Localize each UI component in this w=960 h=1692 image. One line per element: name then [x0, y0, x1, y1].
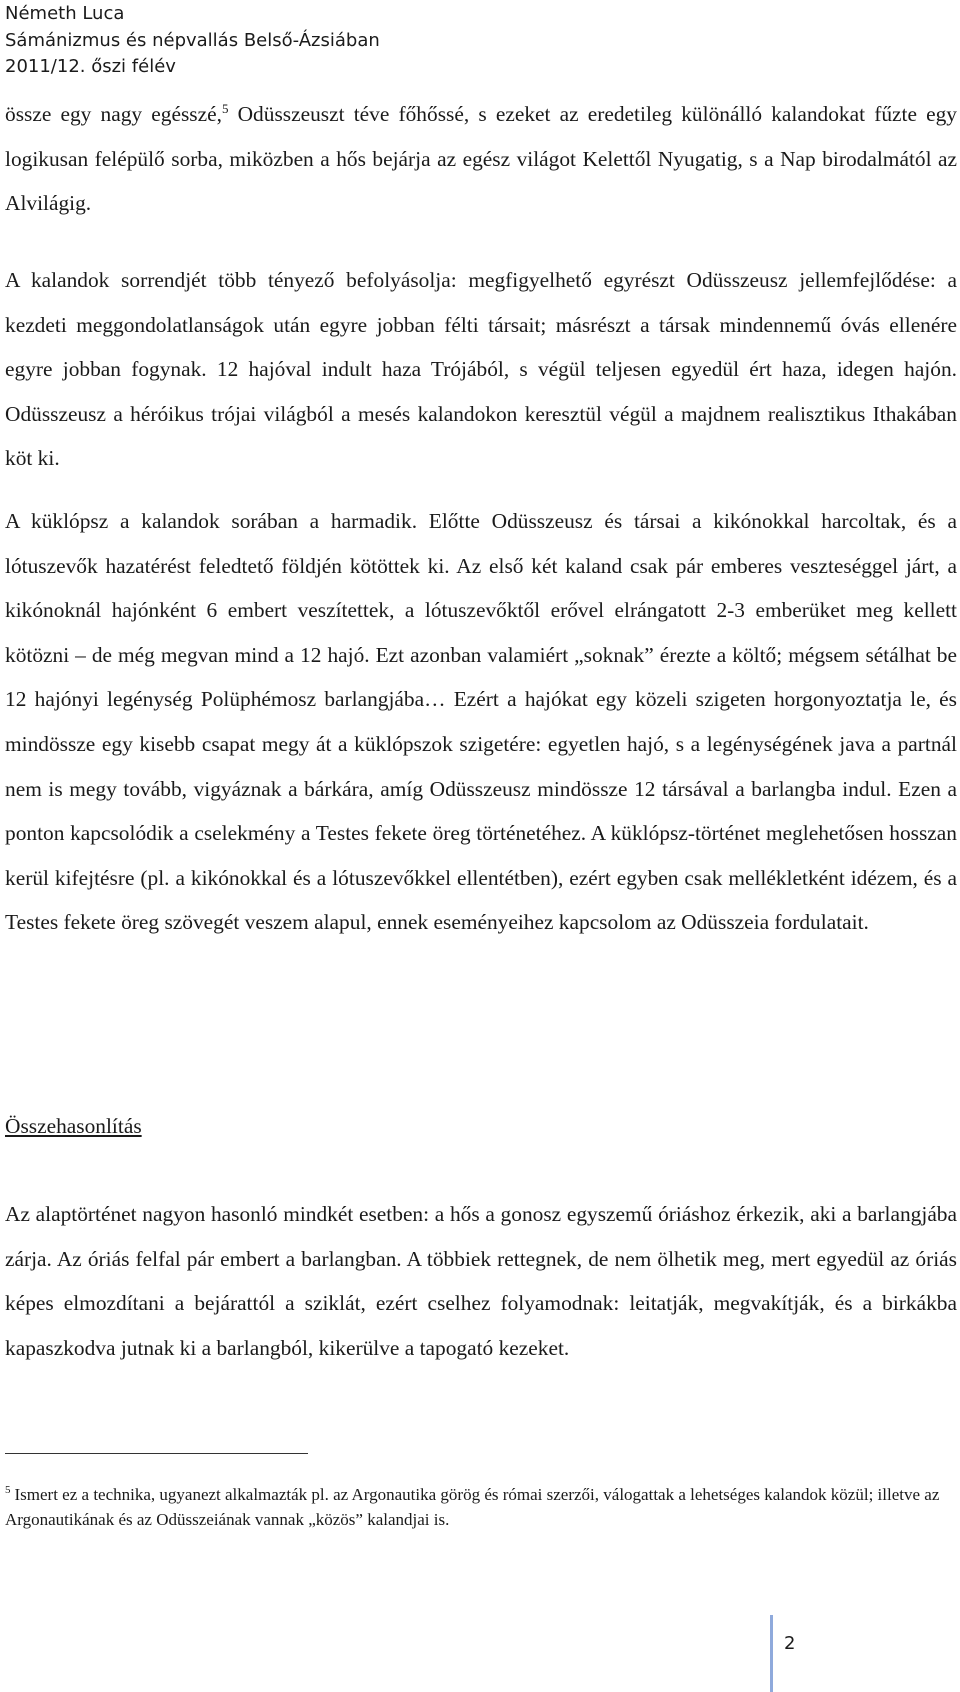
- paragraph-1-rest: Odüsszeuszt téve főhőssé, s ezeket az eredetileg különálló kalandokat fűzte egy logikusan felépülő sorba, miközben a hős bejárja az egész világot Kelettől Nyugatig, s a Nap birodalmától az Alvilágig.: [5, 102, 957, 216]
- footnote-reference[interactable]: 5: [221, 100, 229, 116]
- page-header: [5, 1, 380, 81]
- paragraph-2: A kalandok sorrendjét több tényező befolyásolja: megfigyelhető egyrészt Odüsszeusz jellemfejlődése: a kezdeti meggondolatlanságok után egyre jobban félti társait; másrészt a társak mindennemű óvás ellenére egyre jobban fogynak. 12 hajóval indult haza Trójából, s végül teljesen egyedül ért haza, idegen hajón. Odüsszeusz a héróikus trójai világból a mesés kalandokon keresztül végül a majdnem realisztikus Ithakában köt ki.: [5, 268, 957, 471]
- paragraph-1: [5, 92, 957, 226]
- footnote-number: 5: [5, 1484, 11, 1497]
- header-course: Sámánizmus és népvallás Belső-Ázsiában: [5, 29, 380, 51]
- header-term: 2011/12. őszi félév: [5, 56, 176, 77]
- paragraph-1-start: össze egy nagy egésszé,: [5, 102, 222, 126]
- section-title: Összehasonlítás: [5, 1114, 142, 1138]
- footnote-text: Ismert ez a technika, ugyanezt alkalmazták pl. az Argonautika görög és római szerzői, válogattak a lehetséges kalandok közül; illetve az Argonautikának és az Odüsszeiának vannak „közös” kalandjai is.: [5, 1485, 940, 1529]
- paragraph-3: A küklópsz a kalandok sorában a harmadik. Előtte Odüsszeusz és társai a kikónokkal harcoltak, és a lótuszevők hazatérést feledtető földjén kötöttek ki. Az első két kaland csak pár emberes veszteséggel járt, a kikónoknál hajónként 6 embert veszítettek, a lótuszevőktől erővel elrángatott 2-3 emberüket meg kellett kötözni – de még megvan mind a 12 hajó. Ezt azonban valamiért „soknak” érezte a költő; mégsem sétálhat be 12 hajónyi legénység Polüphémosz barlangjába… Ezért a hajókat egy közeli szigeten horgonyoztatja le, és mindössze egy kisebb csapat megy át a küklópszok szigetére: egyetlen hajó, s a legénységének java a partnál nem is megy tovább, vigyáznak a bárkára, amíg Odüsszeusz mindössze 12 társával a barlangba indul. Ezen a ponton kapcsolódik a cselekmény a Testes fekete öreg történetéhez. A küklópsz-történet meglehetősen hosszan kerül kifejtésre (pl. a kikónokkal és a lótuszevőkkel ellentétben), ezért egyben csak mellékletként idézem, és a Testes fekete öreg szövegét veszem alapul, ennek eseményeihez kapcsolom az Odüsszeia fordulatait.: [5, 509, 957, 935]
- paragraph-4: Az alaptörténet nagyon hasonló mindkét esetben: a hős a gonosz egyszemű óriáshoz érkezik, aki a barlangjába zárja. Az óriás felfal pár embert a barlangban. A többiek rettegnek, de nem ölhetik meg, mert egyedül az óriás képes elmozdítani a bejárattól a sziklát, ezért cselhez folyamodnak: leitatják, megvakítják, és a birkákba kapaszkodva jutnak ki a barlangból, kikerülve a tapogató kezeket.: [5, 1202, 957, 1360]
- header-author: Németh Luca: [5, 3, 125, 24]
- footnote: [5, 1482, 957, 1532]
- footnote-separator: [5, 1453, 308, 1454]
- page-number: 2: [784, 1633, 796, 1654]
- page-number-rule: [770, 1615, 773, 1692]
